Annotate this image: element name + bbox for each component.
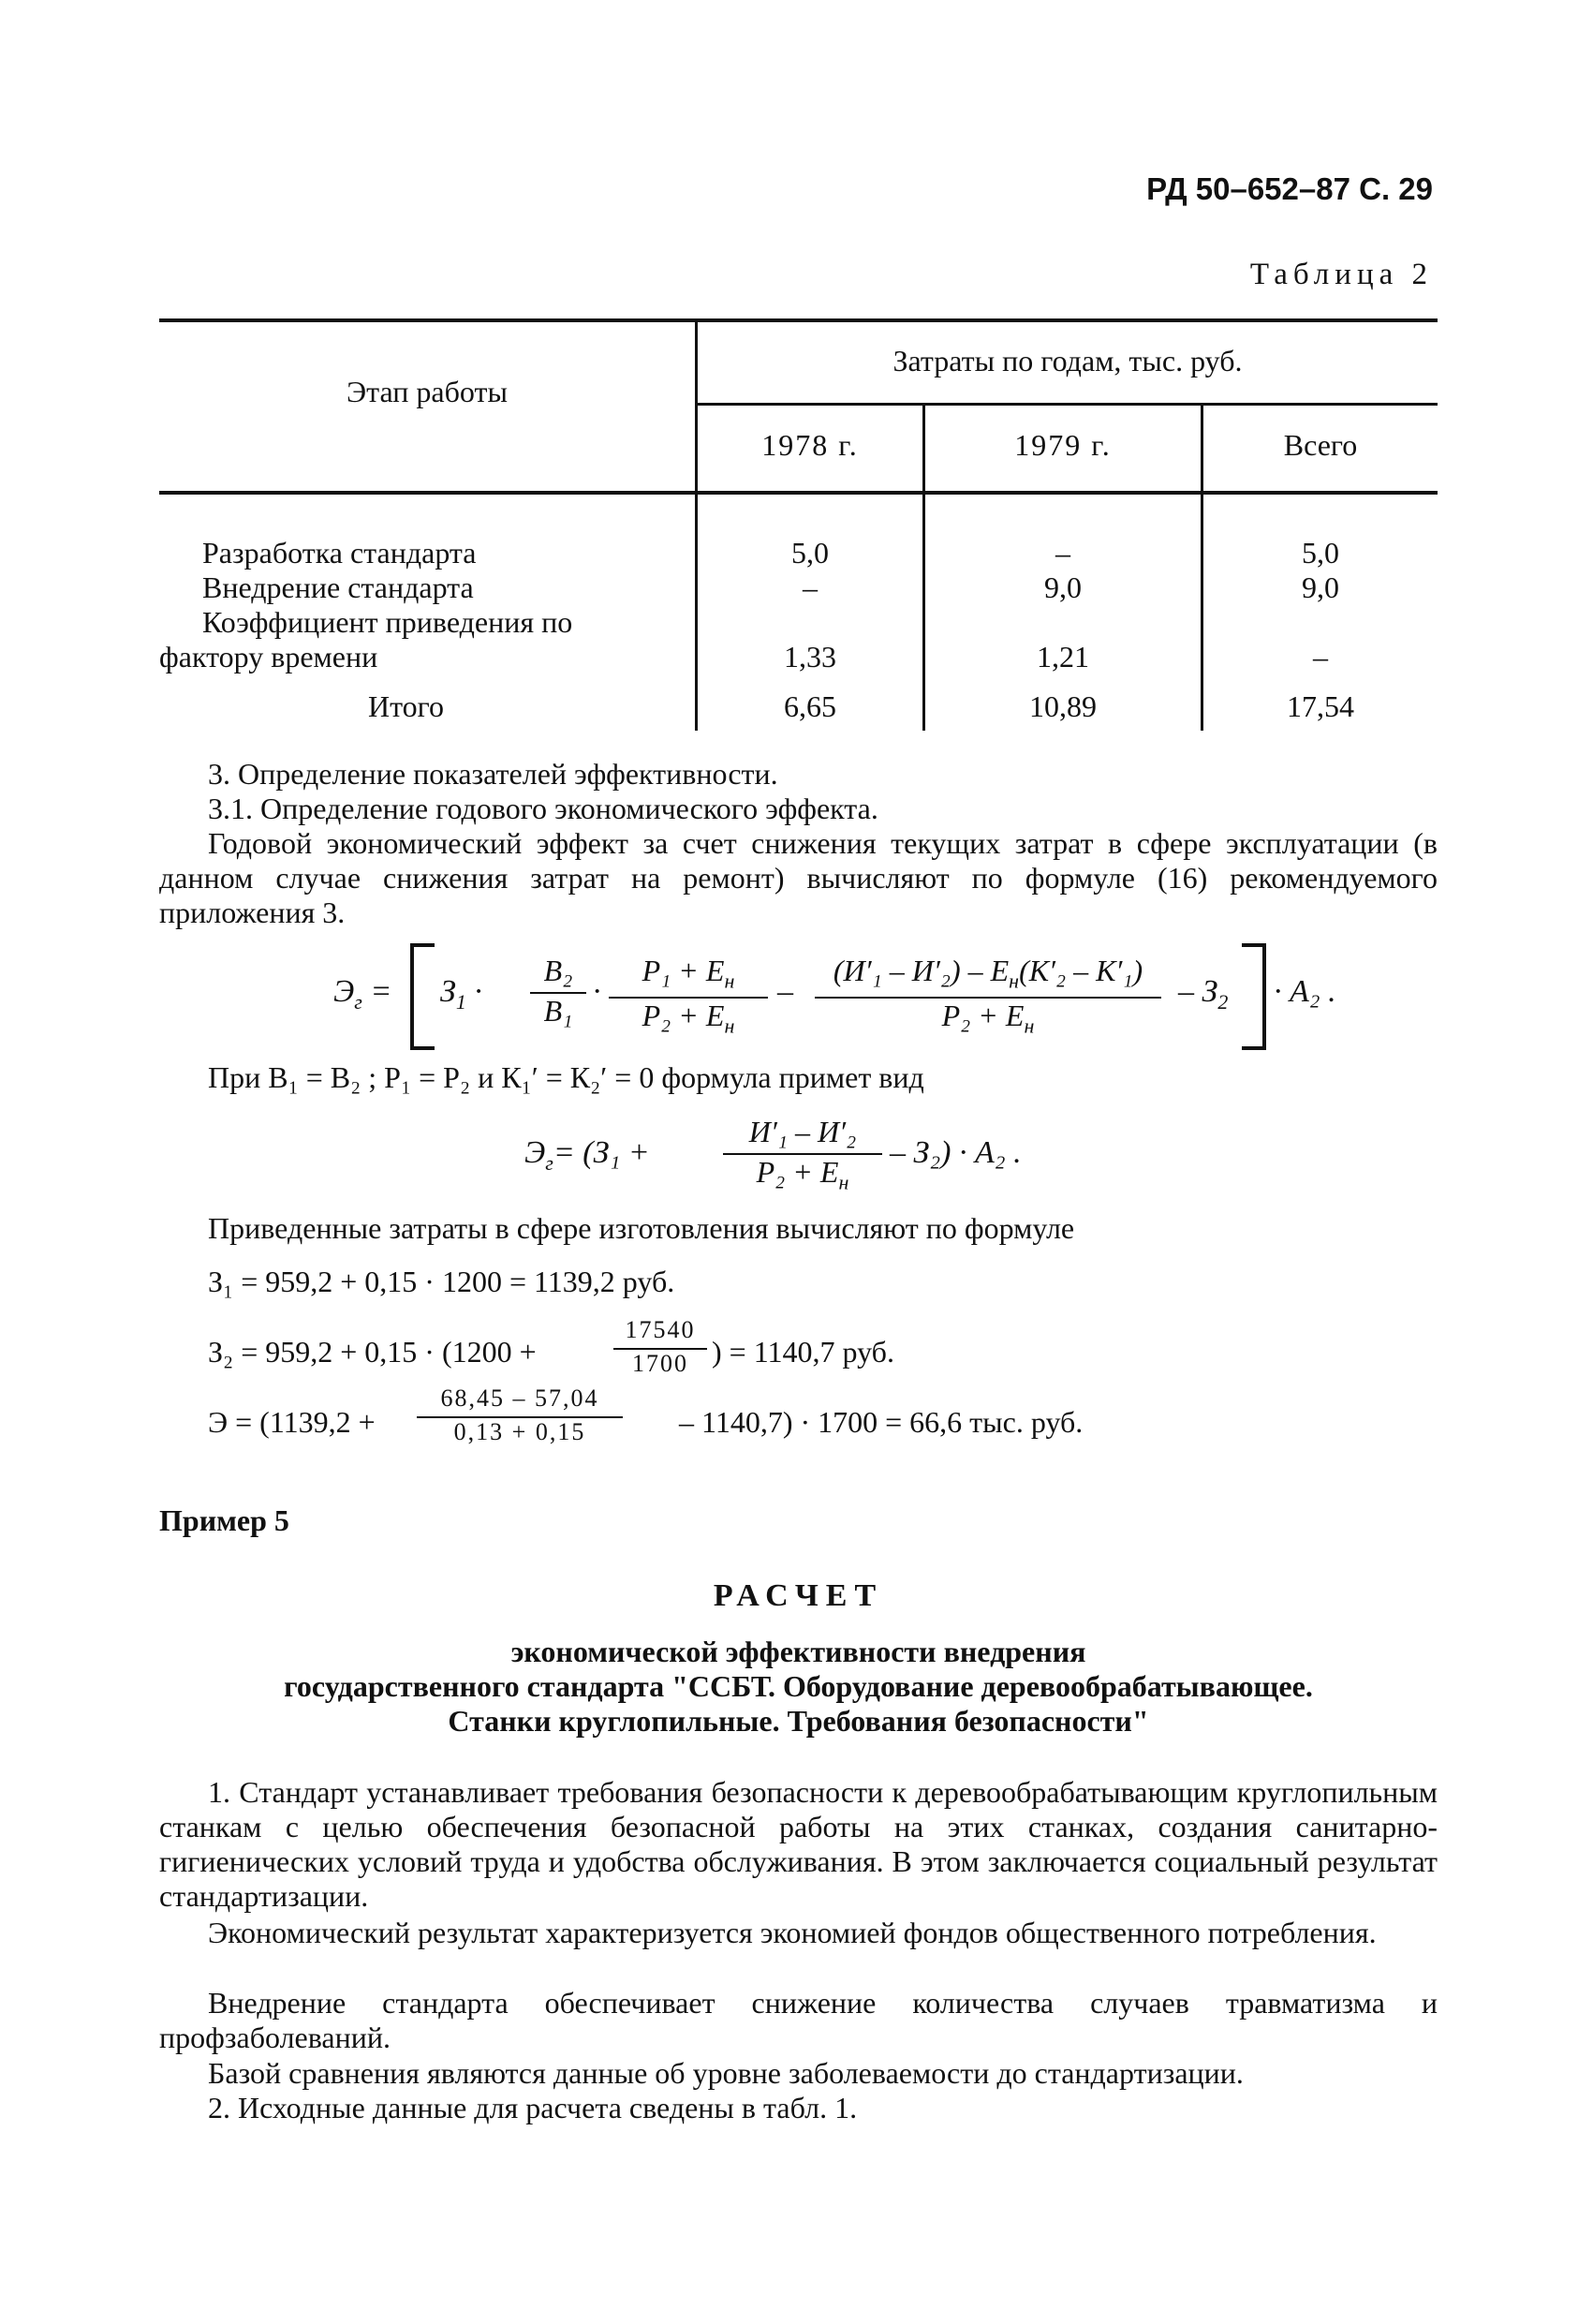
example-subtitle-1: экономической эффективности внедрения	[510, 1635, 1086, 1668]
row-1978: –	[803, 570, 818, 604]
formula-z2: – $З_2$	[1178, 974, 1229, 1014]
table-header-rule	[159, 491, 1438, 495]
example-label: Пример 5	[159, 1503, 289, 1537]
right-bracket-icon	[1234, 941, 1272, 1052]
example-paragraph-3: Внедрение стандарта обеспечивает снижение количества случаев травматизма и профзаболеваний.	[159, 1986, 1438, 2054]
calc-z2-head: З₂ = 959,2 + 0,15 · (1200 +	[208, 1335, 537, 1369]
example-paragraph-5: 2. Исходные данные для расчета сведены в табл. 1.	[208, 2091, 858, 2124]
row-label: фактору времени	[159, 640, 378, 674]
row-1979: 10,89	[1029, 689, 1097, 723]
reduced-costs-intro: Приведенные затраты в сфере изготовления вычисляют по формуле	[208, 1211, 1075, 1245]
section-subheading: 3.1. Определение годового экономического эффекта.	[208, 792, 878, 825]
row-1979: 1,21	[1037, 640, 1089, 674]
header-total: Всего	[1283, 428, 1358, 462]
example-subtitle-3: Станки круглопильные. Требования безопасности"	[448, 1704, 1149, 1738]
simple-tail: – З₂) · А₂ .	[890, 1135, 1022, 1170]
calc-effect-tail: – 1140,7) · 1700 = 66,6 тыс. руб.	[679, 1405, 1084, 1439]
row-label: Итого	[368, 689, 444, 723]
calc-z2-tail: ) = 1140,7 руб.	[712, 1335, 894, 1369]
row-total: 9,0	[1302, 570, 1339, 604]
header-stage: Этап работы	[347, 375, 508, 408]
frac-p: $Р_1 + Е_н$ $Р_2 + Е_н$	[609, 954, 768, 1039]
row-label: Внедрение стандарта	[202, 570, 474, 604]
calc-effect-frac: $\frac{68,45 - 57,04}{0,13 + 0,15}$	[417, 1384, 623, 1446]
frac-b: В₂ В₁	[530, 954, 586, 1029]
header-1978: 1978 г.	[761, 428, 859, 462]
header-1979: 1979 г.	[1014, 428, 1112, 462]
formula-z1: $З_1$ ·	[440, 974, 482, 1014]
example-paragraph-1: 1. Стандарт устанавливает требования безопасности к деревообрабатывающим круглопильным станкам с целью обеспечения безопасной работы на этих станках, создания санитарно-гигиенических условий труда и удобства обслуживания. В этом заключается социальный результат стандартизации.	[159, 1775, 1438, 1913]
frac-big: $(И'_1 - И'_2) - Е_н(К'_2 - К'_1)$ $Р_2 + Е_н$	[815, 954, 1161, 1039]
row-1978: 5,0	[791, 536, 829, 570]
left-bracket-icon	[405, 941, 442, 1052]
simple-lhs: $Э_г= (З_1$ +	[524, 1135, 650, 1175]
minus-sign: –	[777, 974, 793, 1009]
table-top-rule	[159, 318, 1438, 322]
calc-z2-frac: $\frac{17540}{1700}$	[613, 1316, 707, 1378]
formula-condition: При В₁ = В₂ ; Р₁ = Р₂ и К₁′ = К₂′ = 0 формула примет вид	[208, 1060, 924, 1094]
row-label: Коэффициент приведения по	[202, 605, 573, 639]
example-paragraph-4: Базой сравнения являются данные об уровне заболеваемости до стандартизации.	[208, 2056, 1244, 2090]
example-title: РАСЧЕТ	[713, 1578, 884, 1613]
row-1978: 6,65	[784, 689, 836, 723]
row-1978: 1,33	[784, 640, 836, 674]
section-heading: 3. Определение показателей эффективности.	[208, 757, 778, 791]
section-paragraph: Годовой экономический эффект за счет снижения текущих затрат в сфере эксплуатации (в данном случае снижения затрат на ремонт) вычисляют по формуле (16) рекомендуемого приложения 3.	[159, 826, 1438, 929]
calc-z1: З₁ = 959,2 + 0,15 · 1200 = 1139,2 руб.	[208, 1265, 675, 1298]
header-costs-by-year: Затраты по годам, тыс. руб.	[892, 344, 1243, 377]
row-label: Разработка стандарта	[202, 536, 477, 570]
row-1979: –	[1055, 536, 1070, 570]
simple-frac: И′₁ – И′₂ $Р_2 + Е_н$	[723, 1115, 882, 1194]
formula-lhs: $Э_г$ =	[333, 974, 392, 1014]
calc-effect-head: Э = (1139,2 +	[208, 1405, 376, 1439]
example-paragraph-2: Экономический результат характеризуется экономией фондов общественного потребления.	[208, 1916, 1377, 1949]
table-group-rule	[697, 403, 1438, 406]
example-subtitle-2: государственного стандарта "ССБТ. Оборудование деревообрабатывающее.	[284, 1669, 1313, 1703]
row-total: 17,54	[1287, 689, 1354, 723]
page-reference: РД 50–652–87 С. 29	[1146, 171, 1433, 206]
row-1979: 9,0	[1044, 570, 1082, 604]
row-total: 5,0	[1302, 536, 1339, 570]
formula-tail: · А₂ .	[1274, 974, 1336, 1009]
table-caption: Таблица 2	[1249, 258, 1433, 291]
row-total: –	[1313, 640, 1328, 674]
mult-dot: ·	[592, 974, 603, 1009]
